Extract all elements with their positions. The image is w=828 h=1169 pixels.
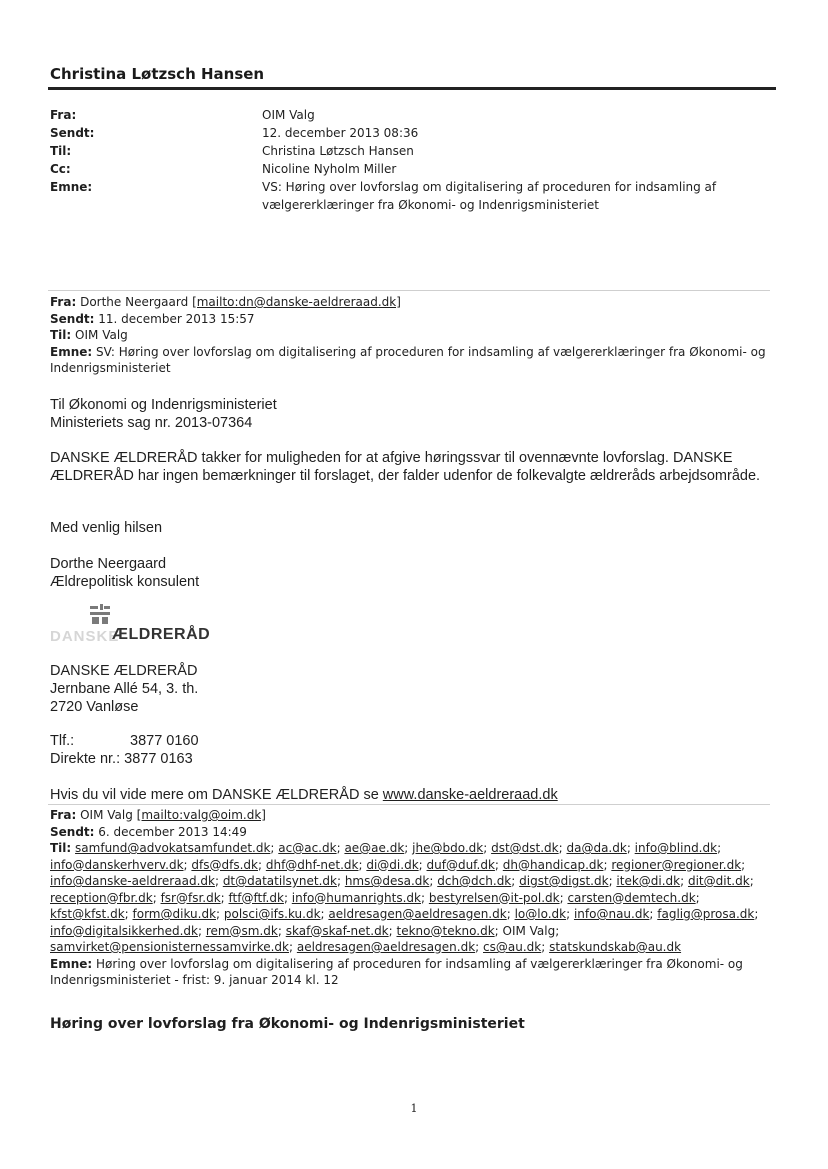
forward-sent-label: Sendt: <box>50 311 95 326</box>
header-value: 12. december 2013 08:36 <box>262 126 419 140</box>
message-separator <box>48 290 770 291</box>
recipient-email-link[interactable]: hms@desa.dk <box>344 874 430 888</box>
letter-recipient <box>50 396 770 432</box>
recipient-email-link[interactable]: statskundskab@au.dk <box>549 940 682 954</box>
recipient-email-link[interactable]: dh@handicap.dk <box>502 857 604 872</box>
letter-body-text: DANSKE ÆLDRERÅD takker for muligheden for at afgive høringssvar til ovennævnte lovforslag. DANSKE ÆLDRERÅD har ingen bemærkninger til forslaget, der falder udenfor de folkevalgte ældreråds arbejdsområde. <box>50 450 761 484</box>
logo-text: ÆLDRERÅD <box>112 626 211 643</box>
forward-sent-line <box>50 311 775 328</box>
recipient-email-link[interactable]: aeldresagen@aeldresagen.dk <box>328 907 507 921</box>
header-label: Emne: <box>50 180 93 194</box>
forward-from-line <box>50 294 775 311</box>
case-number-line: Ministeriets sag nr. 2013-07364 <box>50 415 253 431</box>
org-name: DANSKE ÆLDRERÅD <box>50 663 198 679</box>
logo-text-faded: DANSKE <box>50 628 120 645</box>
forward-subject-label: Emne: <box>50 956 93 971</box>
closing-heading: Høring over lovforslag fra Økonomi- og Indenrigsministeriet <box>50 1016 525 1032</box>
header-row-to <box>50 142 770 160</box>
greeting-text: Med venlig hilsen <box>50 520 163 536</box>
organization-logo <box>50 604 270 646</box>
forward-from-name: Dorthe Neergaard <box>80 295 189 309</box>
forward-sent-value: 6. december 2013 14:49 <box>98 824 247 839</box>
signer-name: Dorthe Neergaard <box>50 556 167 572</box>
recipient-email-link[interactable]: jhe@bdo.dk <box>412 841 484 855</box>
phone-label: Tlf.: <box>50 733 75 749</box>
contact-numbers <box>50 732 770 768</box>
header-row-cc <box>50 160 770 178</box>
title-divider <box>48 87 776 90</box>
forward-subject-line <box>50 344 775 377</box>
recipient-email-link[interactable]: ftf@ftf.dk <box>228 890 284 905</box>
recipient-email-link[interactable]: regioner@regioner.dk <box>611 857 742 872</box>
signer-title: Ældrepolitisk konsulent <box>50 574 200 590</box>
recipient-email-link[interactable]: dit@dit.dk <box>687 874 750 888</box>
letter-paragraph <box>50 449 770 485</box>
forward-sent-line <box>50 824 775 841</box>
recipient-email-link[interactable]: faglig@prosa.dk <box>657 907 755 921</box>
forward-sent-label: Sendt: <box>50 824 95 839</box>
recipient-email-link[interactable]: ac@ac.dk <box>278 841 337 855</box>
recipient-email-link[interactable]: tekno@tekno.dk <box>396 923 495 938</box>
recipient-email-link[interactable]: ae@ae.dk <box>344 841 405 855</box>
forward-subject-line <box>50 956 775 989</box>
header-label: Fra: <box>50 108 77 122</box>
recipient-email-link[interactable]: samfund@advokatsamfundet.dk <box>75 841 271 855</box>
forward-from-label: Fra: <box>50 295 77 309</box>
header-value: VS: Høring over lovforslag om digitalisering af proceduren for indsamling af vælgererklæringer fra Økonomi- og Indenrigsministeriet <box>262 180 717 212</box>
recipient-email-link[interactable]: aeldresagen@aeldresagen.dk <box>296 940 476 954</box>
forward-to-line <box>50 840 775 956</box>
more-info-line <box>50 786 770 804</box>
direct-row <box>50 750 770 768</box>
forward-from-line <box>50 807 775 824</box>
recipient-email-link[interactable]: lo@lo.dk <box>514 907 567 921</box>
forward-to-line <box>50 327 775 344</box>
forward-subject-value: Høring over lovforslag om digitalisering af proceduren for indsamling af vælgererklæringer fra Økonomi- og Indenrigsministeriet - frist: 9. januar 2014 kl. 12 <box>50 956 743 987</box>
header-value: OIM Valg <box>262 108 315 122</box>
recipient-email-link[interactable]: fsr@fsr.dk <box>160 890 221 905</box>
address-line: 2720 Vanløse <box>50 699 139 715</box>
forwarded-header-2 <box>50 807 775 989</box>
recipient-email-link[interactable]: info@humanrights.dk <box>291 890 421 905</box>
message-separator <box>48 804 770 805</box>
recipient-email-link[interactable]: da@da.dk <box>566 841 627 855</box>
recipient-email-link[interactable]: itek@di.dk <box>616 874 681 888</box>
signature <box>50 555 770 591</box>
recipient-email-link[interactable]: info@danske-aeldreraad.dk <box>50 874 215 888</box>
email-header <box>50 106 770 214</box>
forward-sent-value: 11. december 2013 15:57 <box>98 311 255 326</box>
document-title: Christina Løtzsch Hansen <box>50 65 265 83</box>
recipient-email-link[interactable]: di@di.dk <box>366 857 419 872</box>
recipient-email-link[interactable]: rem@sm.dk <box>205 923 278 938</box>
direct-value: 3877 0163 <box>124 751 193 767</box>
recipient-email-link[interactable]: bestyrelsen@it-pol.dk <box>428 890 560 905</box>
recipient-email-link[interactable]: skaf@skaf-net.dk <box>285 923 389 938</box>
recipient-email-link[interactable]: polsci@ifs.ku.dk <box>223 907 321 921</box>
recipient-email-link[interactable]: duf@duf.dk <box>426 857 495 872</box>
recipient-email-link[interactable]: info@nau.dk <box>573 907 650 921</box>
header-label: Til: <box>50 144 72 158</box>
recipient-email-link[interactable]: info@danskerhverv.dk <box>50 857 184 872</box>
forward-from-name: OIM Valg <box>80 808 133 822</box>
phone-row <box>50 732 770 750</box>
recipient-email-link[interactable]: samvirket@pensionisternessamvirke.dk <box>50 940 289 954</box>
recipient-list: samfund@advokatsamfundet.dk; ac@ac.dk; ae@ae.dk; jhe@bdo.dk; dst@dst.dk; da@da.dk; info@blind.dk; info@danskerhverv.dk; dfs@dfs.dk; dhf@dhf-net.dk; di@di.dk; duf@duf.dk; dh@handicap.dk; regioner@regioner.dk; info@danske-aeldreraad.dk; dt@datatilsynet.dk; hms@desa.dk; dch@dch.dk; digst@digst.dk; itek@di.dk; dit@dit.dk; reception@fbr.dk; fsr@fsr.dk; ftf@ftf.dk; info@humanrights.dk; bestyrelsen@it-pol.dk; carsten@demtech.dk; kfst@kfst.dk; form@diku.dk; polsci@ifs.ku.dk; aeldresagen@aeldresagen.dk; lo@lo.dk; info@nau.dk; faglig@prosa.dk; info@digitalsikkerhed.dk; rem@sm.dk; skaf@skaf-net.dk; tekno@tekno.dk; OIM Valg; samvirket@pensionisternessamvirke.dk; aeldresagen@aeldresagen.dk; cs@au.dk; statskundskab@au.dk <box>50 841 759 954</box>
header-row-sent <box>50 124 770 142</box>
forward-to-label: Til: <box>50 328 72 342</box>
forward-from-mailto-link[interactable]: [mailto:dn@danske-aeldreraad.dk] <box>192 295 401 309</box>
forward-subject-label: Emne: <box>50 344 93 359</box>
recipient-email-link[interactable]: carsten@demtech.dk <box>567 890 696 905</box>
header-row-subject <box>50 178 770 214</box>
recipient-email-link[interactable]: info@blind.dk <box>634 841 718 855</box>
recipient-email-link[interactable]: dch@dch.dk <box>437 874 512 888</box>
recipient-line: Til Økonomi og Indenrigsministeriet <box>50 397 277 413</box>
forward-from-mailto-link[interactable]: [mailto:valg@oim.dk] <box>136 808 266 822</box>
header-label: Cc: <box>50 162 71 176</box>
header-value: Christina Løtzsch Hansen <box>262 144 414 158</box>
recipient-email-link[interactable]: dfs@dfs.dk <box>191 857 258 872</box>
forwarded-header-1 <box>50 294 775 377</box>
direct-label: Direkte nr.: <box>50 751 121 767</box>
forward-subject-value: SV: Høring over lovforslag om digitalisering af proceduren for indsamling af vælgererklæringer fra Økonomi- og Indenrigsministeriet <box>50 344 766 375</box>
page-number: 1 <box>410 1102 418 1115</box>
recipient-email-link[interactable]: cs@au.dk <box>483 940 542 954</box>
header-row-from <box>50 106 770 124</box>
recipient-email-link[interactable]: form@diku.dk <box>132 907 217 921</box>
forward-from-label: Fra: <box>50 808 77 822</box>
phone-value: 3877 0160 <box>130 733 199 749</box>
recipient-plain: OIM Valg <box>502 923 556 938</box>
recipient-email-link[interactable]: digst@digst.dk <box>519 874 609 888</box>
forward-to-value: OIM Valg <box>75 328 128 342</box>
recipient-email-link[interactable]: kfst@kfst.dk <box>50 907 125 921</box>
recipient-email-link[interactable]: reception@fbr.dk <box>50 890 153 905</box>
more-info <box>50 786 770 804</box>
letter-greeting <box>50 519 770 537</box>
header-value: Nicoline Nyholm Miller <box>262 162 397 176</box>
header-label: Sendt: <box>50 126 95 140</box>
recipient-email-link[interactable]: dst@dst.dk <box>491 841 559 855</box>
website-link[interactable]: www.danske-aeldreraad.dk <box>382 787 558 803</box>
forward-to-label: Til: <box>50 841 72 855</box>
recipient-email-link[interactable]: info@digitalsikkerhed.dk <box>50 923 198 938</box>
logo-mark-icon <box>90 604 110 624</box>
organization-address <box>50 662 770 716</box>
recipient-email-link[interactable]: dt@datatilsynet.dk <box>222 874 337 888</box>
recipient-email-link[interactable]: dhf@dhf-net.dk <box>265 857 359 872</box>
address-line: Jernbane Allé 54, 3. th. <box>50 681 199 697</box>
more-info-text: Hvis du vil vide mere om DANSKE ÆLDRERÅD se <box>50 787 379 803</box>
